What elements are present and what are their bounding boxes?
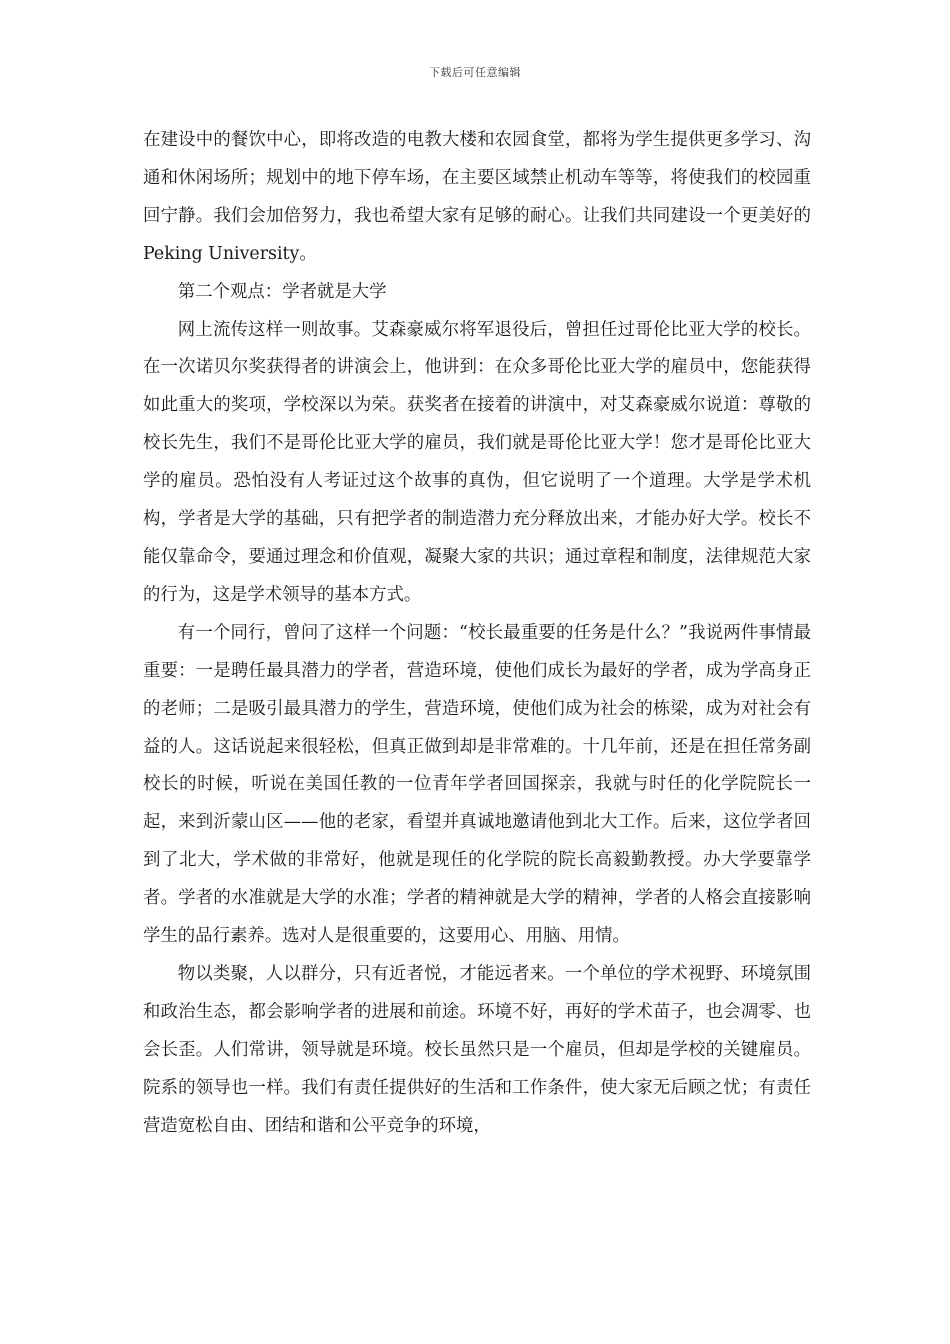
page-header-note: 下载后可任意编辑 [429, 66, 521, 79]
section-heading-scholars-are-university: 第二个观点：学者就是大学 [177, 281, 387, 302]
document-body [143, 122, 811, 1145]
paragraph-eisenhower-story: 网上流传这样一则故事。艾森豪威尔将军退役后，曾担任过哥伦比亚大学的校长。在一次诺贝尔奖获得者的讲演会上，他讲到：在众多哥伦比亚大学的雇员中，您能获得如此重大的奖项，学校深以为荣。获奖者在接着的讲演中，对艾森豪威尔说道：尊敬的校长先生，我们不是哥伦比亚大学的雇员，我们就是哥伦比亚大学！您才是哥伦比亚大学的雇员。恐怕没有人考证过这个故事的真伪，但它说明了一个道理。大学是学术机构，学者是大学的基础，只有把学者的制造潜力充分释放出来，才能办好大学。校长不能仅靠命令，要通过理念和价值观，凝聚大家的共识；通过章程和制度，法律规范大家的行为，这是学术领导的基本方式。 [143, 319, 811, 605]
paragraph-environment: 物以类聚，人以群分，只有近者悦，才能远者来。一个单位的学术视野、环境氛围和政治生态，都会影响学者的进展和前途。环境不好，再好的学术苗子，也会凋零、也会长歪。人们常讲，领导就是环境。校长虽然只是一个雇员，但却是学校的关键雇员。院系的领导也一样。我们有责任提供好的生活和工作条件，使大家无后顾之忧；有责任营造宽松自由、团结和谐和公平竞争的环境， [143, 963, 811, 1136]
paragraph-president-tasks: 有一个同行，曾问了这样一个问题：“校长最重要的任务是什么？”我说两件事情最重要：一是聘任最具潜力的学者，营造环境，使他们成长为最好的学者，成为学高身正的老师；二是吸引最具潜力的学生，营造环境，使他们成为社会的栋梁，成为对社会有益的人。这话说起来很轻松，但真正做到却是非常难的。十几年前，还是在担任常务副校长的时候，听说在美国任教的一位青年学者回国探亲，我就与时任的化学院院长一起，来到沂蒙山区——他的老家，看望并真诚地邀请他到北大工作。后来，这位学者回到了北大，学术做的非常好，他就是现任的化学院的院长高毅勤教授。办大学要靠学者。学者的水准就是大学的水准；学者的精神就是大学的精神，学者的人格会直接影响学生的品行素养。选对人是很重要的，这要用心、用脑、用情。 [143, 622, 811, 947]
paragraph-campus-construction: 在建设中的餐饮中心，即将改造的电教大楼和农园食堂，都将为学生提供更多学习、沟通和休闲场所；规划中的地下停车场，在主要区域禁止机动车等等，将使我们的校园重回宁静。我们会加倍努力，我也希望大家有足够的耐心。让我们共同建设一个更美好的Peking University。 [143, 130, 811, 264]
